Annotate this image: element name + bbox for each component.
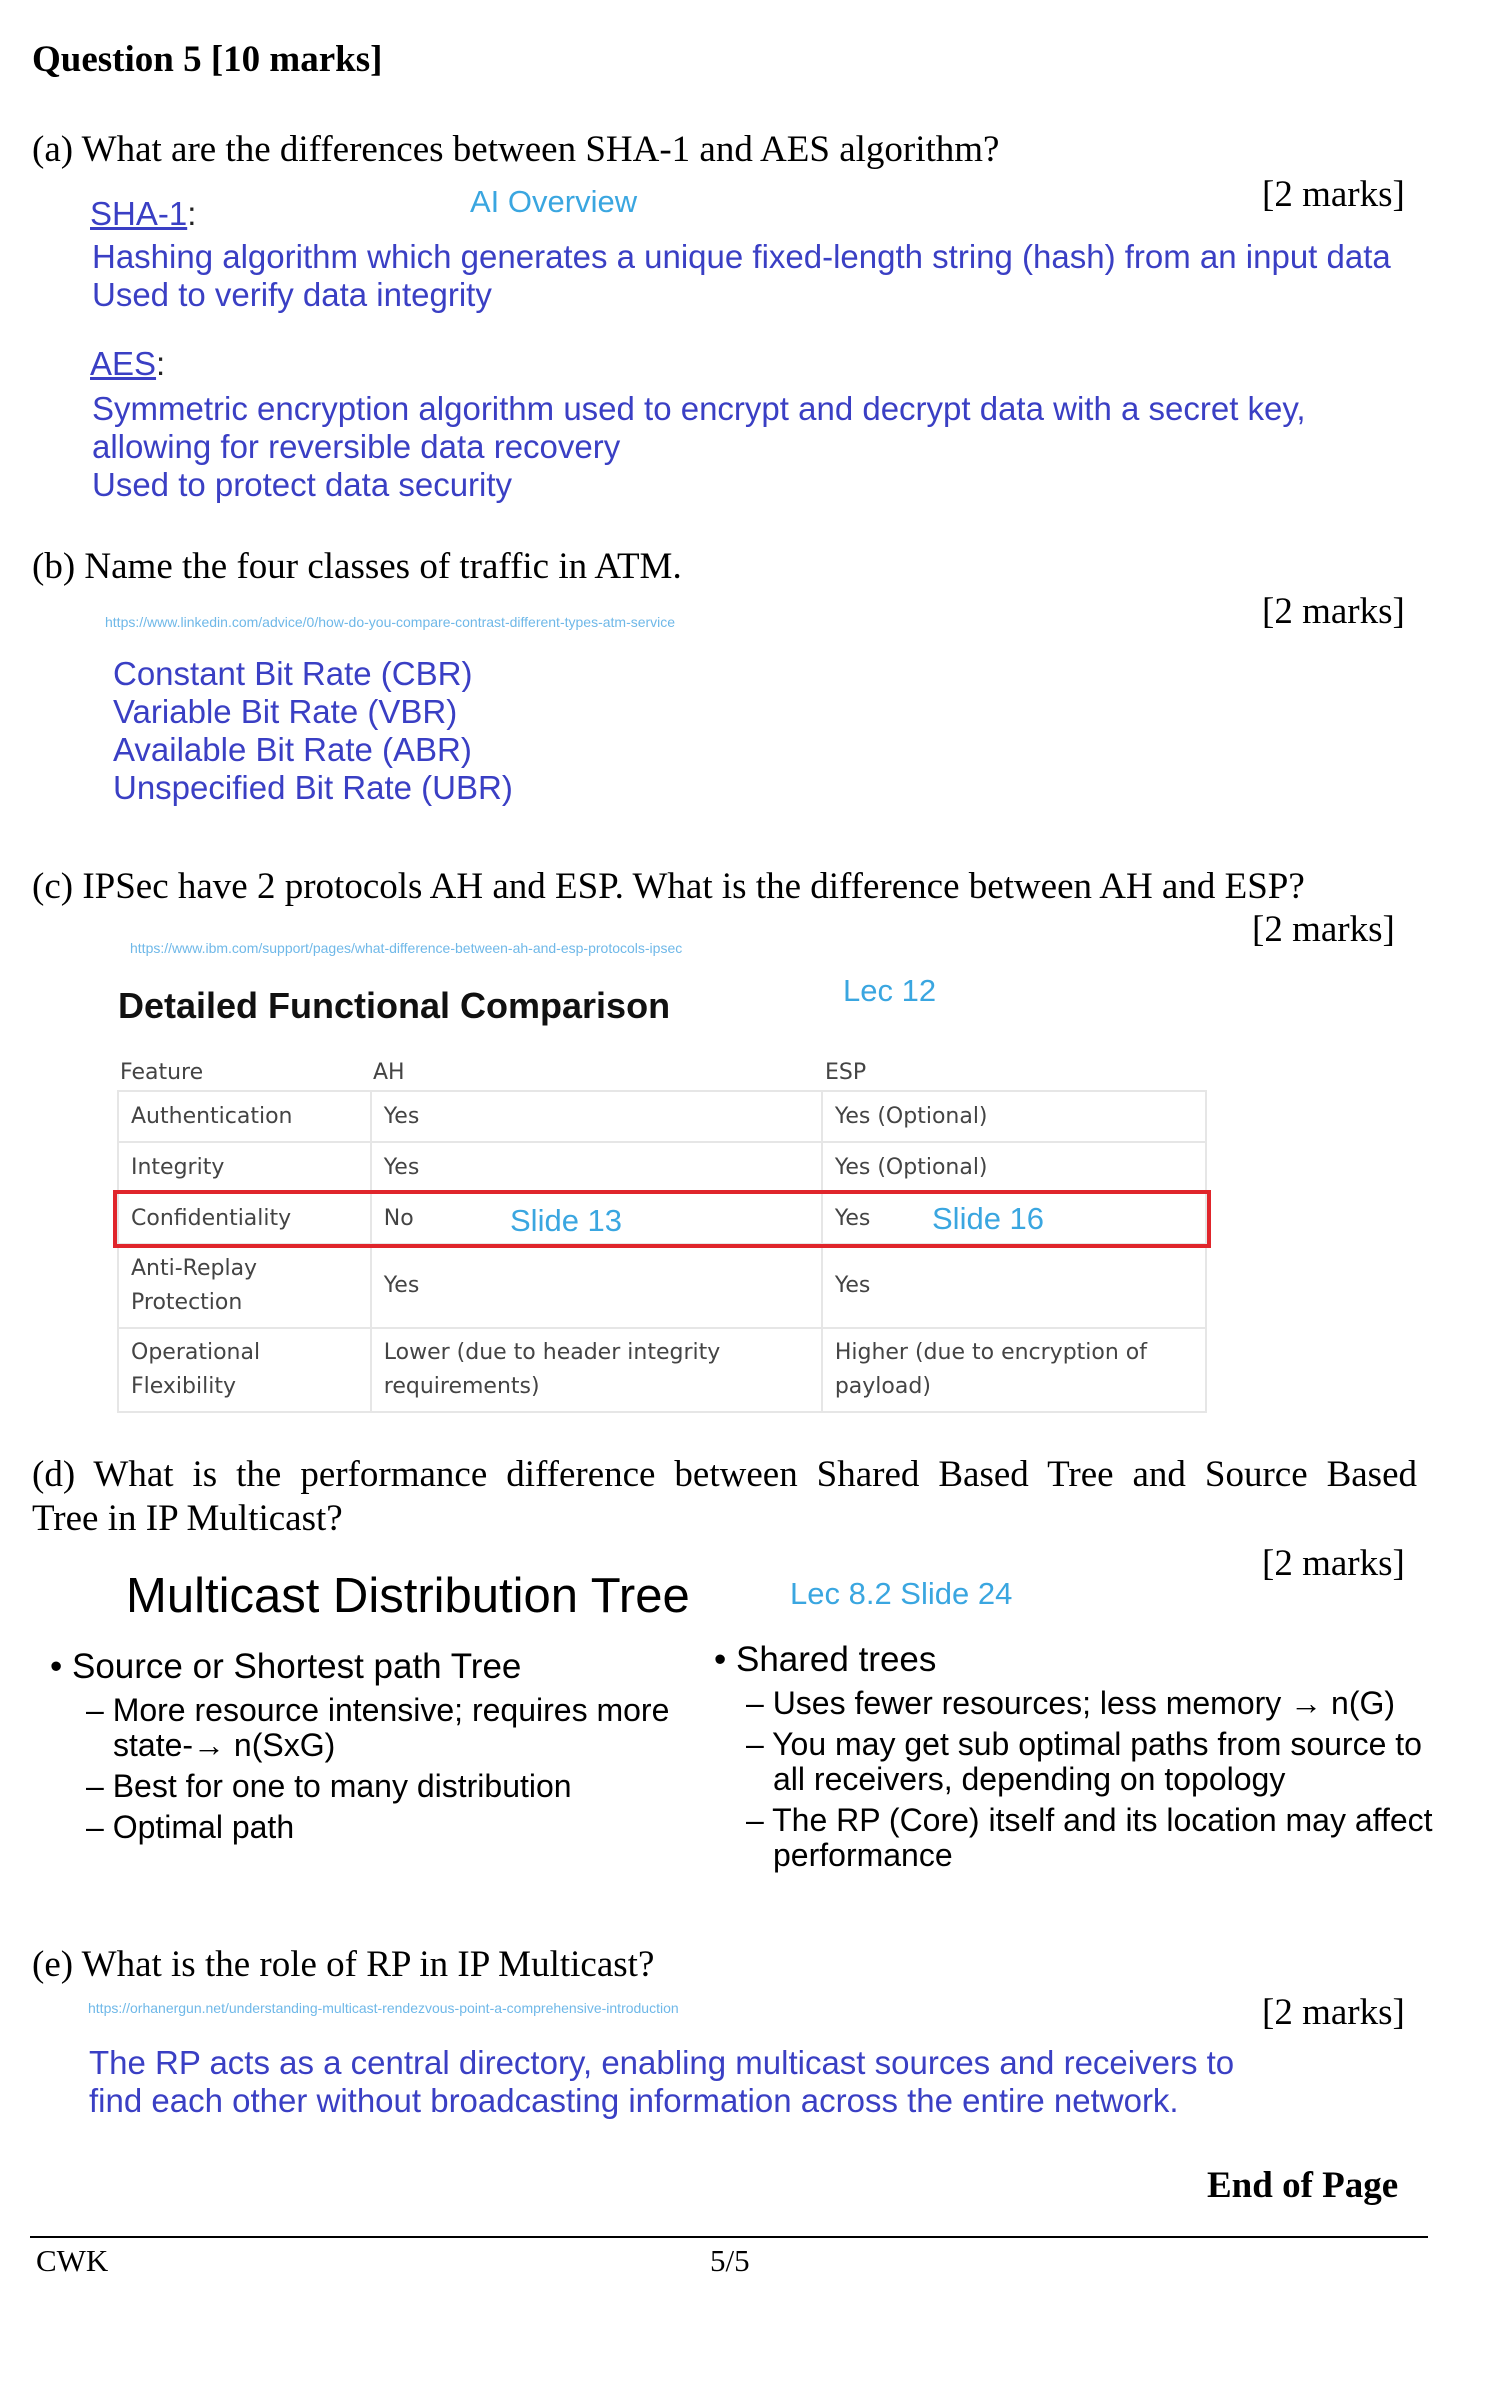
sha-answer (92, 238, 1391, 314)
marks-d: [2 marks] (1262, 1543, 1405, 1584)
end-of-page: End of Page (1207, 2165, 1399, 2206)
marks-a: [2 marks] (1262, 174, 1405, 215)
question-d-line2: Tree in IP Multicast? (32, 1498, 343, 1539)
table-cell: Anti-Replay Protection (118, 1244, 371, 1328)
footer-rule (30, 2236, 1428, 2238)
list-item: – You may get sub optimal paths from source to all receivers, depending on topology (746, 1726, 1422, 1797)
aes-label: AES (90, 345, 157, 382)
marks-c: [2 marks] (1252, 909, 1395, 950)
aes-heading: AES: (90, 345, 166, 382)
question-title: Question 5 [10 marks] (32, 39, 383, 80)
table-cell: Lower (due to header integrity requirements) (371, 1328, 822, 1412)
list-item: Available Bit Rate (ABR) (113, 731, 472, 768)
table-cell: Integrity (118, 1142, 371, 1193)
slide-note-esp: Slide 16 (932, 1201, 1045, 1236)
header-ah: AH (373, 1060, 405, 1085)
header-esp: ESP (825, 1060, 867, 1085)
marks-e: [2 marks] (1262, 1992, 1405, 2033)
atm-classes-list (113, 655, 513, 807)
question-b: (b) Name the four classes of traffic in ATM. (32, 546, 682, 587)
table-cell: Operational Flexibility (118, 1328, 371, 1412)
rp-line: The RP acts as a central directory, enabling multicast sources and receivers to (89, 2044, 1235, 2081)
sha-heading: SHA-1: (90, 195, 197, 232)
slide-note-ah: Slide 13 (510, 1203, 623, 1238)
list-item-text: Uses fewer resources; less memory → n(G) (772, 1685, 1396, 1721)
table-cell: No (371, 1193, 822, 1244)
shared-tree-heading: • Shared trees (714, 1640, 937, 1679)
table-cell: Yes (822, 1244, 1206, 1328)
list-item: – Uses fewer resources; less memory → n(G) (746, 1685, 1396, 1721)
note-lec82: Lec 8.2 Slide 24 (790, 1576, 1013, 1611)
page-number: 5/5 (710, 2243, 750, 2278)
list-item-text: More resource intensive; requires more state-→ n(SxG) (112, 1692, 670, 1763)
table-cell: Yes (371, 1142, 822, 1193)
list-item: Unspecified Bit Rate (UBR) (113, 769, 513, 806)
table-cell: Yes (371, 1244, 822, 1328)
aes-answer (92, 390, 1306, 504)
slide-title: Multicast Distribution Tree (126, 1569, 690, 1623)
table-row (118, 1328, 1206, 1412)
sha-line: Hashing algorithm which generates a unique fixed-length string (hash) from an input data (92, 238, 1391, 275)
source-url-b[interactable]: https://www.linkedin.com/advice/0/how-do-you-compare-contrast-different-types-atm-service (105, 614, 676, 630)
question-d-line1: (d) What is the performance difference between Shared Based Tree and Source Based (32, 1454, 1417, 1495)
table-cell: Higher (due to encryption of payload) (822, 1328, 1206, 1412)
aes-line: Used to protect data security (92, 466, 513, 503)
sha-line: Used to verify data integrity (92, 276, 492, 313)
table-cell: Yes (Optional) (822, 1091, 1206, 1142)
list-item-text: You may get sub optimal paths from source to all receivers, depending on topology (772, 1726, 1422, 1797)
rp-line: find each other without broadcasting information across the entire network. (89, 2082, 1179, 2119)
list-item: – Optimal path (86, 1809, 295, 1845)
question-e: (e) What is the role of RP in IP Multicast? (32, 1944, 655, 1985)
note-lec12: Lec 12 (843, 973, 937, 1008)
comparison-table (117, 1090, 1207, 1413)
footer-left: CWK (36, 2243, 109, 2278)
table-cell: Yes (822, 1193, 1206, 1244)
list-item: – The RP (Core) itself and its location may affect performance (746, 1802, 1433, 1873)
source-tree-heading-text: Source or Shortest path Tree (71, 1647, 522, 1686)
question-c: (c) IPSec have 2 protocols AH and ESP. What is the difference between AH and ESP? (32, 866, 1305, 907)
header-feature: Feature (120, 1060, 204, 1085)
source-url-c[interactable]: https://www.ibm.com/support/pages/what-difference-between-ah-and-esp-protocols-ipsec (130, 940, 683, 956)
question-a: (a) What are the differences between SHA-1 and AES algorithm? (32, 129, 1000, 170)
table-title: Detailed Functional Comparison (118, 985, 671, 1026)
table-row (118, 1091, 1206, 1142)
table-cell: Yes (371, 1091, 822, 1142)
source-tree-heading: • Source or Shortest path Tree (50, 1647, 522, 1686)
table-row (118, 1244, 1206, 1328)
shared-tree-heading-text: Shared trees (735, 1640, 937, 1679)
list-item-text: Best for one to many distribution (112, 1768, 572, 1804)
sha-label: SHA-1 (90, 195, 188, 232)
table-cell: Authentication (118, 1091, 371, 1142)
list-item: – Best for one to many distribution (86, 1768, 572, 1804)
note-ai-overview: AI Overview (470, 184, 638, 219)
table-cell: Yes (Optional) (822, 1142, 1206, 1193)
list-item-text: Optimal path (112, 1809, 295, 1845)
source-url-e[interactable]: https://orhanergun.net/understanding-multicast-rendezvous-point-a-comprehensive-introduction (88, 2000, 679, 2016)
aes-line: allowing for reversible data recovery (92, 428, 621, 465)
shared-tree-block (714, 1640, 1444, 1873)
rp-answer (89, 2044, 1234, 2120)
list-item: – More resource intensive; requires more state-→ n(SxG) (86, 1692, 670, 1763)
marks-b: [2 marks] (1262, 591, 1405, 632)
list-item: Constant Bit Rate (CBR) (113, 655, 473, 692)
list-item-text: The RP (Core) itself and its location may affect performance (772, 1802, 1433, 1873)
table-cell: Confidentiality (118, 1193, 371, 1244)
highlight-box (113, 1190, 1211, 1248)
aes-line: Symmetric encryption algorithm used to encrypt and decrypt data with a secret key, (92, 390, 1306, 427)
list-item: Variable Bit Rate (VBR) (113, 693, 458, 730)
table-row (118, 1142, 1206, 1193)
source-tree-block (50, 1647, 690, 1845)
